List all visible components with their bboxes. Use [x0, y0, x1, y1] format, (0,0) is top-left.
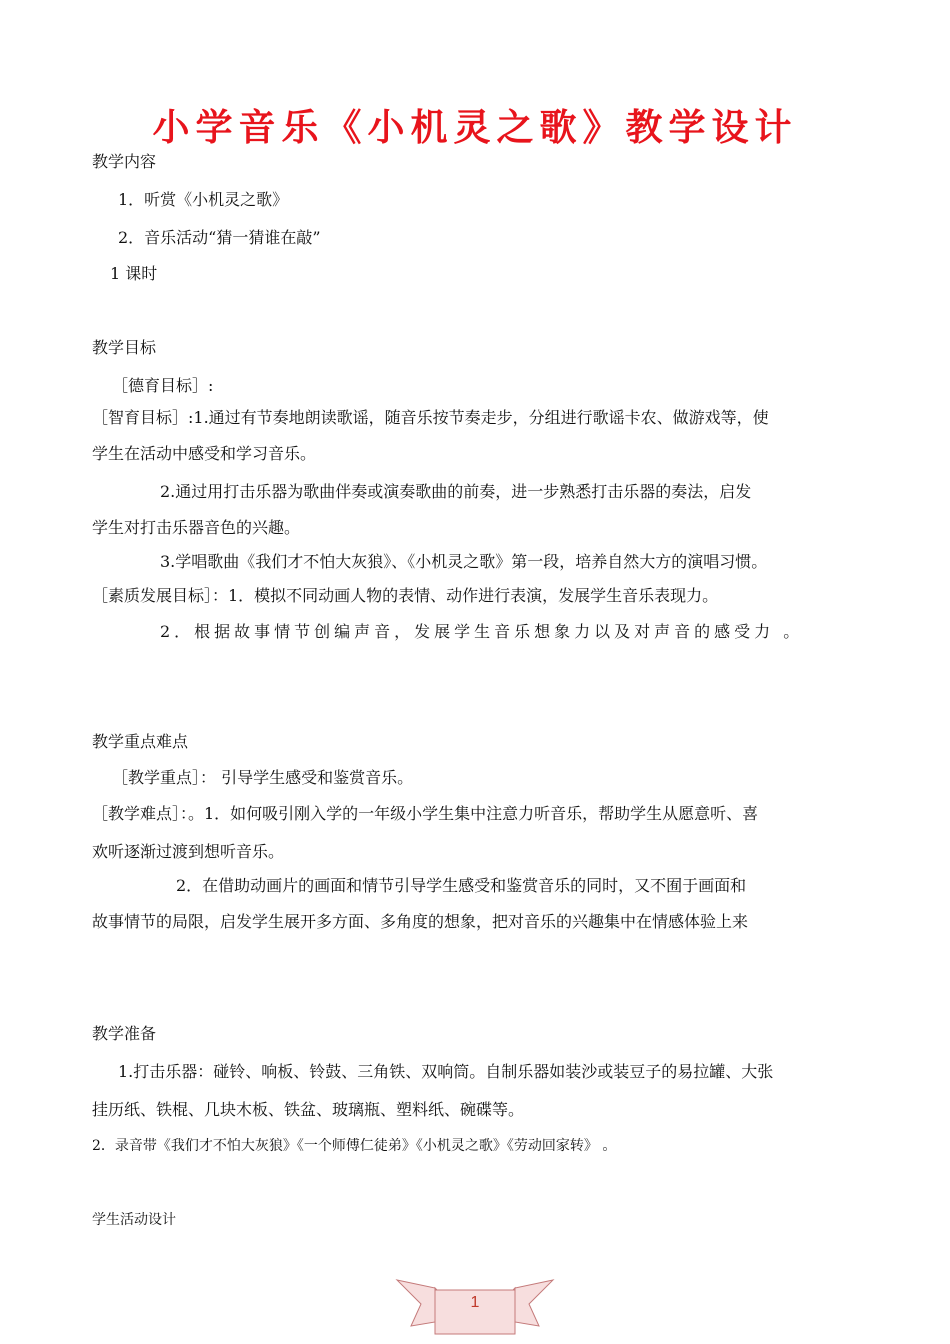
section-heading-activity: 学生活动设计: [92, 1212, 176, 1228]
section-heading-objectives: 教学目标: [92, 338, 157, 357]
preparation-item-1-line2: 挂历纸、铁棍、几块木板、铁盆、玻璃瓶、塑料纸、碗碟等。: [92, 1100, 525, 1119]
intellect-objective-line2: 学生在活动中感受和学习音乐。: [92, 444, 317, 463]
preparation-item-1-line1: 1.打击乐器：碰铃、响板、铃鼓、三角铁、双响筒。自制乐器如装沙或装豆子的易拉罐、大张: [118, 1062, 774, 1081]
section-heading-keypoints: 教学重点难点: [92, 732, 189, 751]
content-item-2: 2．音乐活动“猜一猜谁在敲”: [118, 228, 321, 247]
quality-objective: ［素质发展目标］：1．模拟不同动画人物的表情、动作进行表演，发展学生音乐表现力。: [92, 586, 719, 605]
section-heading-preparation: 教学准备: [92, 1024, 157, 1043]
preparation-item-2: 2．录音带《我们才不怕大灰狼》《一个师傅仁徒弟》《小机灵之歌》《劳动回家转》 。: [92, 1138, 617, 1154]
difficulty-2-line1: 2．在借助动画片的画面和情节引导学生感受和鉴赏音乐的同时，又不囿于画面和: [176, 876, 747, 895]
section-heading-content: 教学内容: [92, 152, 157, 171]
teaching-difficulty-line1: ［教学难点］：。1．如何吸引刚入学的一年级小学生集中注意力听音乐，帮助学生从愿意听、喜: [92, 804, 759, 823]
teaching-difficulty-line2: 欢听逐渐过渡到想听音乐。: [92, 842, 285, 861]
page-number-ribbon: [395, 1270, 555, 1336]
objective-2-line2: 学生对打击乐器音色的兴趣。: [92, 518, 301, 537]
class-hours: 1 课时: [110, 264, 158, 283]
objective-2-line1: 2.通过用打击乐器为歌曲伴奏或演奏歌曲的前奏，进一步熟悉打击乐器的奏法，启发: [160, 482, 752, 501]
quality-objective-2: 2．根据故事情节创编声音，发展学生音乐想象力以及对声音的感受力 。: [160, 622, 804, 641]
difficulty-2-line2: 故事情节的局限，启发学生展开多方面、多角度的想象，把对音乐的兴趣集中在情感体验上来: [92, 912, 749, 931]
moral-objective: ［德育目标］:: [112, 376, 214, 395]
intellect-objective-line1: ［智育目标］:1.通过有节奏地朗读歌谣，随音乐按节奏走步，分组进行歌谣卡农、做游戏等，使: [92, 408, 769, 427]
document-title: 小学音乐《小机灵之歌》教学设计: [152, 106, 798, 149]
objective-3: 3.学唱歌曲《我们才不怕大灰狼》、《小机灵之歌》第一段，培养自然大方的演唱习惯。: [160, 552, 768, 571]
page-number: 1: [470, 1294, 480, 1311]
teaching-focus: ［教学重点］： 引导学生感受和鉴赏音乐。: [112, 768, 414, 787]
content-item-1: 1．听赏《小机灵之歌》: [118, 190, 289, 209]
